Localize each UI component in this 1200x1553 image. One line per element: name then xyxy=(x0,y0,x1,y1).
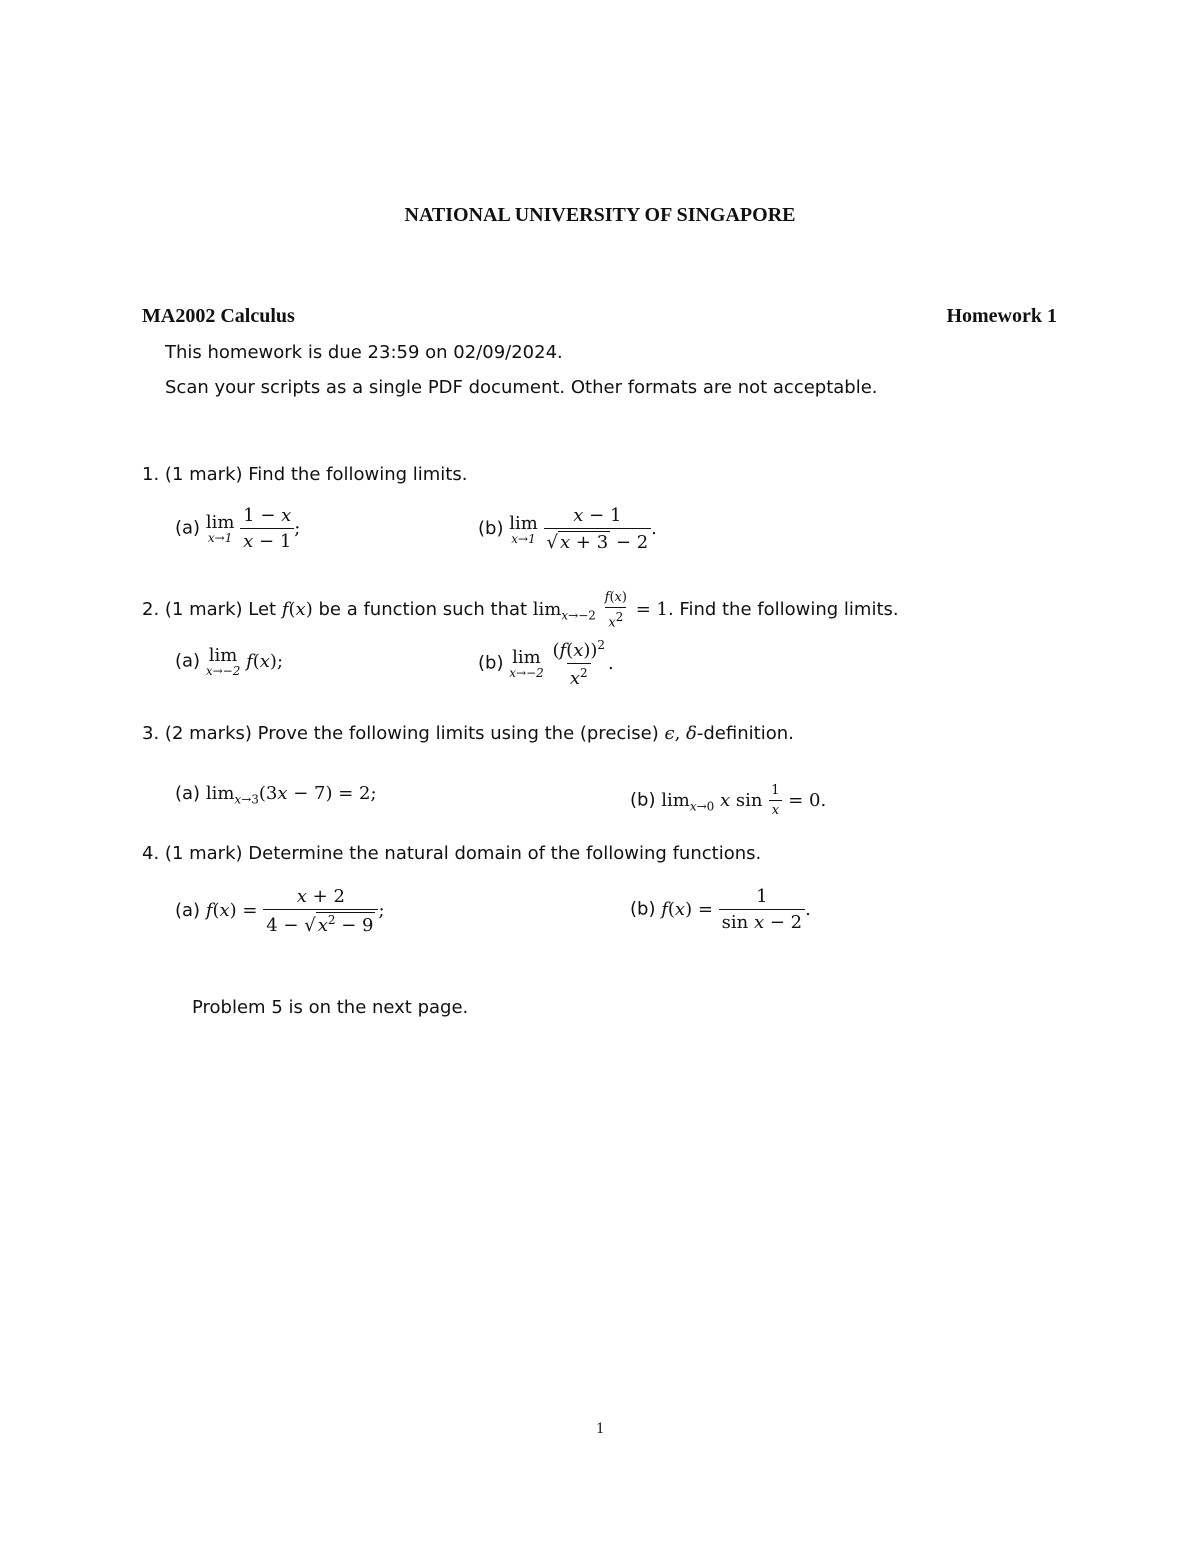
assignment-title: Homework 1 xyxy=(946,305,1057,327)
problem-1a-expression: lim x→1 $\frac{1 - x}{x - 1}$ ; xyxy=(205,505,301,552)
problem-4-marks: (1 mark) xyxy=(164,843,243,864)
problem-2-text-after: . Find the following limits. xyxy=(667,599,899,621)
problem-2a xyxy=(175,645,283,678)
problem-2-marks: (1 mark) xyxy=(164,599,243,621)
problem-3-marks: (2 marks) xyxy=(164,723,252,744)
problem-4-number: 4. xyxy=(142,843,160,864)
due-note: This homework is due 23:59 on 02/09/2024. xyxy=(165,342,563,363)
problem-2a-label: (a) xyxy=(175,650,201,672)
problem-2-condition: $\lim_{x\to-2}$ $\frac{f(x)}{x^2}$ = 1 xyxy=(532,590,668,631)
problem-3a-label: (a) xyxy=(175,783,201,804)
problem-4-text: Determine the natural domain of the following functions. xyxy=(248,843,762,864)
problem-1b xyxy=(478,505,657,553)
problem-4b-expression: f(x) = $\frac{1}{\text{sin x − 2}}$ . xyxy=(661,886,811,933)
university-title: NATIONAL UNIVERSITY OF SINGAPORE xyxy=(404,204,796,226)
problem-4b xyxy=(630,886,811,933)
page-number: 1 xyxy=(596,1420,604,1437)
problem-1-number: 1. xyxy=(142,464,160,485)
next-page-note: Problem 5 is on the next page. xyxy=(192,997,469,1018)
problem-4a-label: (a) xyxy=(175,900,201,921)
problem-3b xyxy=(630,783,826,818)
problem-2-number: 2. xyxy=(142,599,160,621)
problem-1a-label: (a) xyxy=(175,517,201,539)
problem-1 xyxy=(142,464,467,485)
problem-3: 3. (2 marks) Prove the following limits using the (precise) ϵ, δ-definition. xyxy=(142,723,794,744)
problem-2: 2. (1 mark) Let f(x) be a function such that $\lim_{x\to-2}$ $\frac{f(x)}{x^2}$ = 1. Find the following limits. xyxy=(142,590,899,631)
problem-1-marks: (1 mark) xyxy=(164,464,243,485)
problem-2-text-mid: be a function such that xyxy=(318,599,528,621)
problem-3-number: 3. xyxy=(142,723,160,744)
problem-3a xyxy=(175,783,377,807)
problem-3a-expression: $\lim_{x\to 3}(3x - 7) = 2$; xyxy=(205,783,377,807)
problem-2b-label: (b) xyxy=(478,652,504,674)
problem-4a-expression: f(x) = $\frac{x + 2}{4 - √ x^2 - 9}$ ; xyxy=(205,886,385,936)
problem-2b-expression: lim x→−2 $\frac{(f(x))^2}{x^2}$ . xyxy=(509,638,614,689)
problem-2-text-before: Let xyxy=(248,599,277,621)
problem-3-text-after: -definition. xyxy=(696,723,794,744)
submit-note: Scan your scripts as a single PDF document. Other formats are not acceptable. xyxy=(165,377,878,398)
problem-1b-expression: lim x→1 $\frac{x - 1}{√ x + 3 - 2}$ . xyxy=(509,505,657,553)
problem-3b-label: (b) xyxy=(630,789,656,811)
problem-4b-label: (b) xyxy=(630,898,656,920)
problem-1a xyxy=(175,505,300,552)
problem-1-text: Find the following limits. xyxy=(248,464,468,485)
problem-4 xyxy=(142,843,761,864)
problem-4a xyxy=(175,886,385,936)
problem-2a-expression: lim x→−2 f(x); xyxy=(205,645,284,678)
problem-2b xyxy=(478,638,614,689)
course-title: MA2002 Calculus xyxy=(142,305,295,327)
problem-3b-expression: $\lim_{x\to 0} x$ sin $\frac{1}{x}$ = 0. xyxy=(661,783,827,818)
problem-3-text: Prove the following limits using the (precise) xyxy=(257,723,659,744)
problem-1b-label: (b) xyxy=(478,518,504,539)
